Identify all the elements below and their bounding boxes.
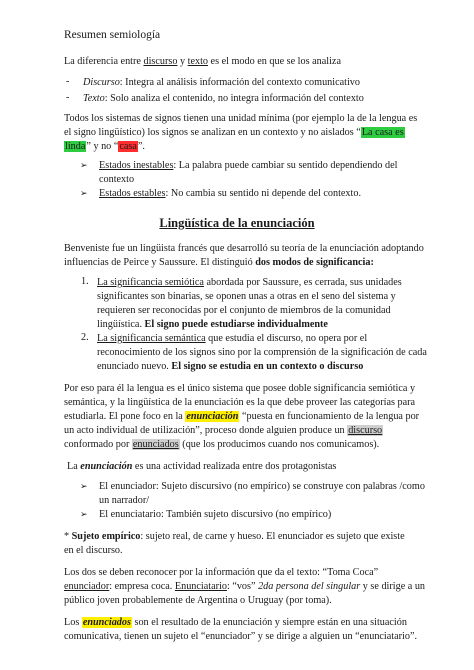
modo-text: abordada por Saussure, es cerrada, sus unidades — [203, 277, 402, 288]
signos-line-3 — [64, 140, 145, 153]
list-desc: : Integra al análisis información del contexto comunicativo — [119, 77, 360, 88]
lengua-text: “puesta en funcionamiento de la lengua por — [239, 411, 420, 422]
modo-text: enunciado nuevo. — [97, 361, 172, 372]
modo-term: La significancia semiótica — [97, 277, 204, 288]
signos-text: ”. — [137, 141, 145, 152]
modo-2-line-3 — [97, 360, 363, 373]
intro-text: La diferencia entre — [64, 56, 141, 67]
estado-estable — [99, 187, 361, 200]
sujeto-term: Sujeto empírico — [71, 531, 141, 542]
arrow-bullet-icon: ➢ — [80, 160, 88, 170]
estado-desc: : No cambia su sentido ni depende del contexto. — [165, 188, 361, 199]
lengua-line-4 — [64, 424, 383, 437]
highlight-red: casa — [119, 141, 137, 152]
modo-1-line-3: requieren ser reconocidas por el conjunto de miembros de la comunidad — [97, 305, 391, 316]
toma-text: : “vos” — [226, 581, 259, 592]
actividad-text: es una actividad realizada entre dos protagonistas — [132, 461, 337, 472]
highlight-green: La casa es — [361, 127, 404, 138]
sujeto-text: * — [64, 531, 72, 542]
arrow-bullet-icon: ➢ — [80, 509, 88, 519]
modo-2-line-2: reconocimiento de los signos sino por la comprensión de la significación de cada — [97, 347, 427, 358]
estado-term: Estados estables — [99, 188, 166, 199]
sujeto-text: : sujeto real, de carne y hueso. El enunciador es sujeto que existe — [140, 531, 405, 542]
list-item-texto — [83, 92, 364, 105]
list-item-discurso — [83, 76, 360, 89]
toma-line-1: Los dos se deben reconocer por la información que da el texto: “Toma Coca” — [64, 567, 379, 578]
arrow-bullet-icon: ➢ — [80, 481, 88, 491]
dash-bullet: - — [66, 76, 70, 87]
signos-text: el signo lingüístico) los signos se analizan en un contexto y no aislados “ — [64, 127, 361, 138]
lengua-line-1: Por eso para él la lengua es el único sistema que posee doble significancia semiótica y — [64, 383, 416, 394]
toma-line-3: público joven probablemente de Argentina o Uruguay (por toma). — [64, 595, 332, 606]
benveniste-bold: dos modos de significancia: — [255, 257, 374, 268]
final-line-2: comunicativa, tienen un sujeto el “enunciador” y se dirige a alguien un “enunciatario”. — [64, 631, 418, 642]
modo-1-line-4 — [97, 318, 328, 331]
arrow-bullet-icon: ➢ — [80, 188, 88, 198]
toma-term: enunciador — [64, 581, 110, 592]
estado-desc: : La palabra puede cambiar su sentido dependiendo del — [173, 160, 398, 171]
protagonista-enunciatario: El enunciatario: También sujeto discursivo (no empírico) — [99, 509, 332, 520]
estado-inestable-cont: contexto — [99, 174, 135, 185]
modo-term: La significancia semántica — [97, 333, 206, 344]
actividad-line — [67, 460, 336, 473]
modo-2-line-1 — [97, 332, 367, 345]
estado-inestable — [99, 159, 397, 172]
actividad-text: La — [67, 461, 81, 472]
final-line-1 — [64, 616, 407, 629]
lengua-line-3 — [64, 410, 419, 423]
dash-bullet: - — [66, 92, 70, 103]
signos-line-1: Todos los sistemas de signos tienen una unidad mínima (por ejemplo la de la lengua es — [64, 113, 418, 124]
benveniste-text: influencias de Peirce y Saussure. El distinguió — [64, 257, 256, 268]
highlight-green: linda — [65, 141, 86, 152]
actividad-term: enunciación — [80, 461, 133, 472]
lengua-text: estudiarla. El pone foco en la — [64, 411, 186, 422]
lengua-text: conformado por — [64, 439, 132, 450]
highlight-grey: enunciados — [132, 439, 179, 450]
modo-text: que estudia el discurso, no opera por el — [205, 333, 368, 344]
term-texto: texto — [187, 56, 208, 67]
modo-bold: El signo puede estudiarse individualmente — [144, 319, 328, 330]
benveniste-line-2 — [64, 256, 374, 269]
signos-line-2 — [64, 126, 405, 139]
highlight-grey: discurso — [348, 425, 383, 436]
modo-1-line-2: significantes son binarias, se oponen unas a otras en el seno del sistema y — [97, 291, 396, 302]
protagonista-enunciador-cont: un narrador/ — [99, 495, 150, 506]
sujeto-line-1 — [64, 530, 405, 543]
lengua-text: un acto individual de utilización”, proceso donde alguien produce un — [64, 425, 348, 436]
intro-text-end: es el modo en que se los analiza — [210, 56, 341, 67]
final-text: son el resultado de la enunciación y siempre están en una situación — [131, 617, 407, 628]
list-desc: : Solo analiza el contenido, no integra información del contexto — [104, 93, 364, 104]
highlight-yellow: enunciación — [186, 411, 239, 422]
intro-line — [64, 55, 341, 68]
section-title: Lingüística de la enunciación — [159, 216, 315, 230]
toma-italic: 2da persona del singular — [258, 581, 361, 592]
modo-bold: El signo se estudia en un contexto o discurso — [171, 361, 364, 372]
protagonista-enunciador: El enunciador: Sujeto discursivo (no empírico) se construye con palabras /como — [99, 481, 425, 492]
lengua-line-5 — [64, 438, 379, 451]
estado-term: Estados inestables — [99, 160, 174, 171]
modo-text: lingüística. — [97, 319, 145, 330]
benveniste-line-1: Benveniste fue un lingüista francés que desarrolló su teoría de la enunciación adoptando — [64, 243, 424, 254]
toma-line-2 — [64, 580, 425, 593]
toma-text: y se dirige a un — [360, 581, 426, 592]
final-text: Los — [64, 617, 82, 628]
list-number: 1. — [81, 276, 89, 287]
highlight-yellow: enunciados — [82, 617, 131, 628]
lengua-text: (que los producimos cuando nos comunicamos). — [179, 439, 380, 450]
modo-1-line-1 — [97, 276, 402, 289]
list-number: 2. — [81, 332, 89, 343]
intro-conj: y — [179, 56, 186, 67]
list-term: Discurso — [83, 77, 120, 88]
list-term: Texto — [83, 93, 105, 104]
signos-text: ” y no “ — [86, 141, 119, 152]
page-title: Resumen semiología — [64, 29, 161, 41]
toma-term: Enunciatario — [174, 581, 227, 592]
toma-text: : empresa coca. — [109, 581, 175, 592]
term-discurso: discurso — [143, 56, 178, 67]
sujeto-line-2: en el discurso. — [64, 545, 123, 556]
lengua-line-2: semántica, y la lingüística de la enunciación es la que debe proveer las categorías para — [64, 397, 416, 408]
